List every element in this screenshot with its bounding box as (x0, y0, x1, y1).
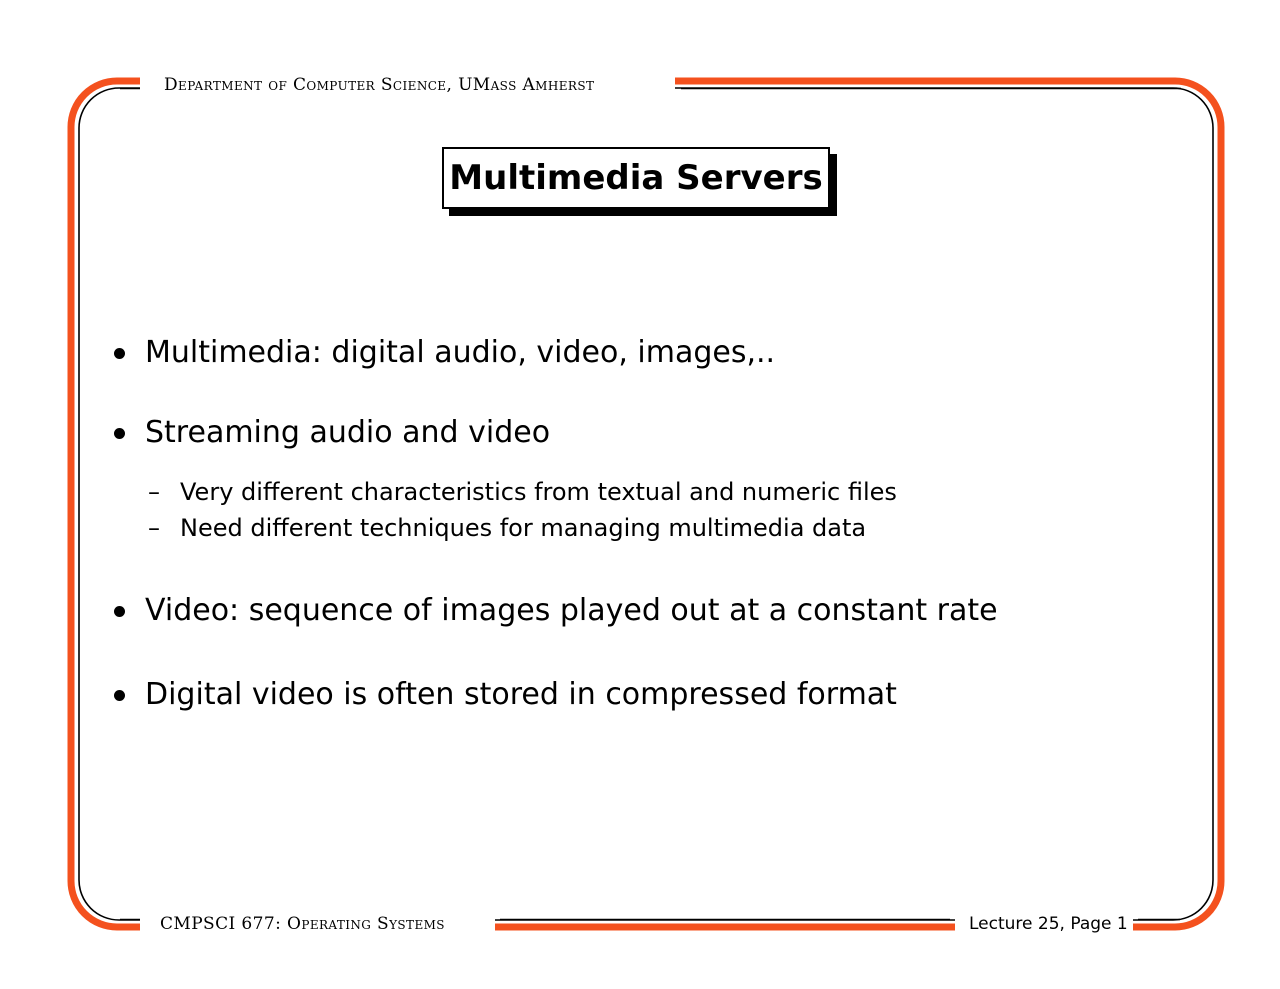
bullet-dot-icon (114, 606, 125, 617)
department-header: Department of Computer Science, UMass Amherst (160, 74, 598, 96)
page-number-footer: Lecture 25, Page 1 (969, 914, 1128, 934)
bullet-dot-icon (114, 690, 125, 701)
sub-bullet-text: Very different characteristics from textual and numeric files (180, 478, 897, 506)
slide-title: Multimedia Servers (442, 147, 830, 209)
bullet-text: Multimedia: digital audio, video, images,.. (145, 335, 776, 370)
course-footer: CMPSCI 677: Operating Systems (160, 914, 445, 934)
bullet-text: Video: sequence of images played out at a constant rate (145, 593, 998, 628)
bullet-text: Digital video is often stored in compressed format (145, 677, 897, 712)
dash-icon: – (148, 514, 160, 542)
bullet-dot-icon (114, 348, 125, 359)
sub-bullet-text: Need different techniques for managing multimedia data (180, 514, 867, 542)
slide-title-box (442, 147, 830, 209)
bullet-text: Streaming audio and video (145, 415, 551, 450)
bullet-dot-icon (114, 428, 125, 439)
dash-icon: – (148, 478, 160, 506)
